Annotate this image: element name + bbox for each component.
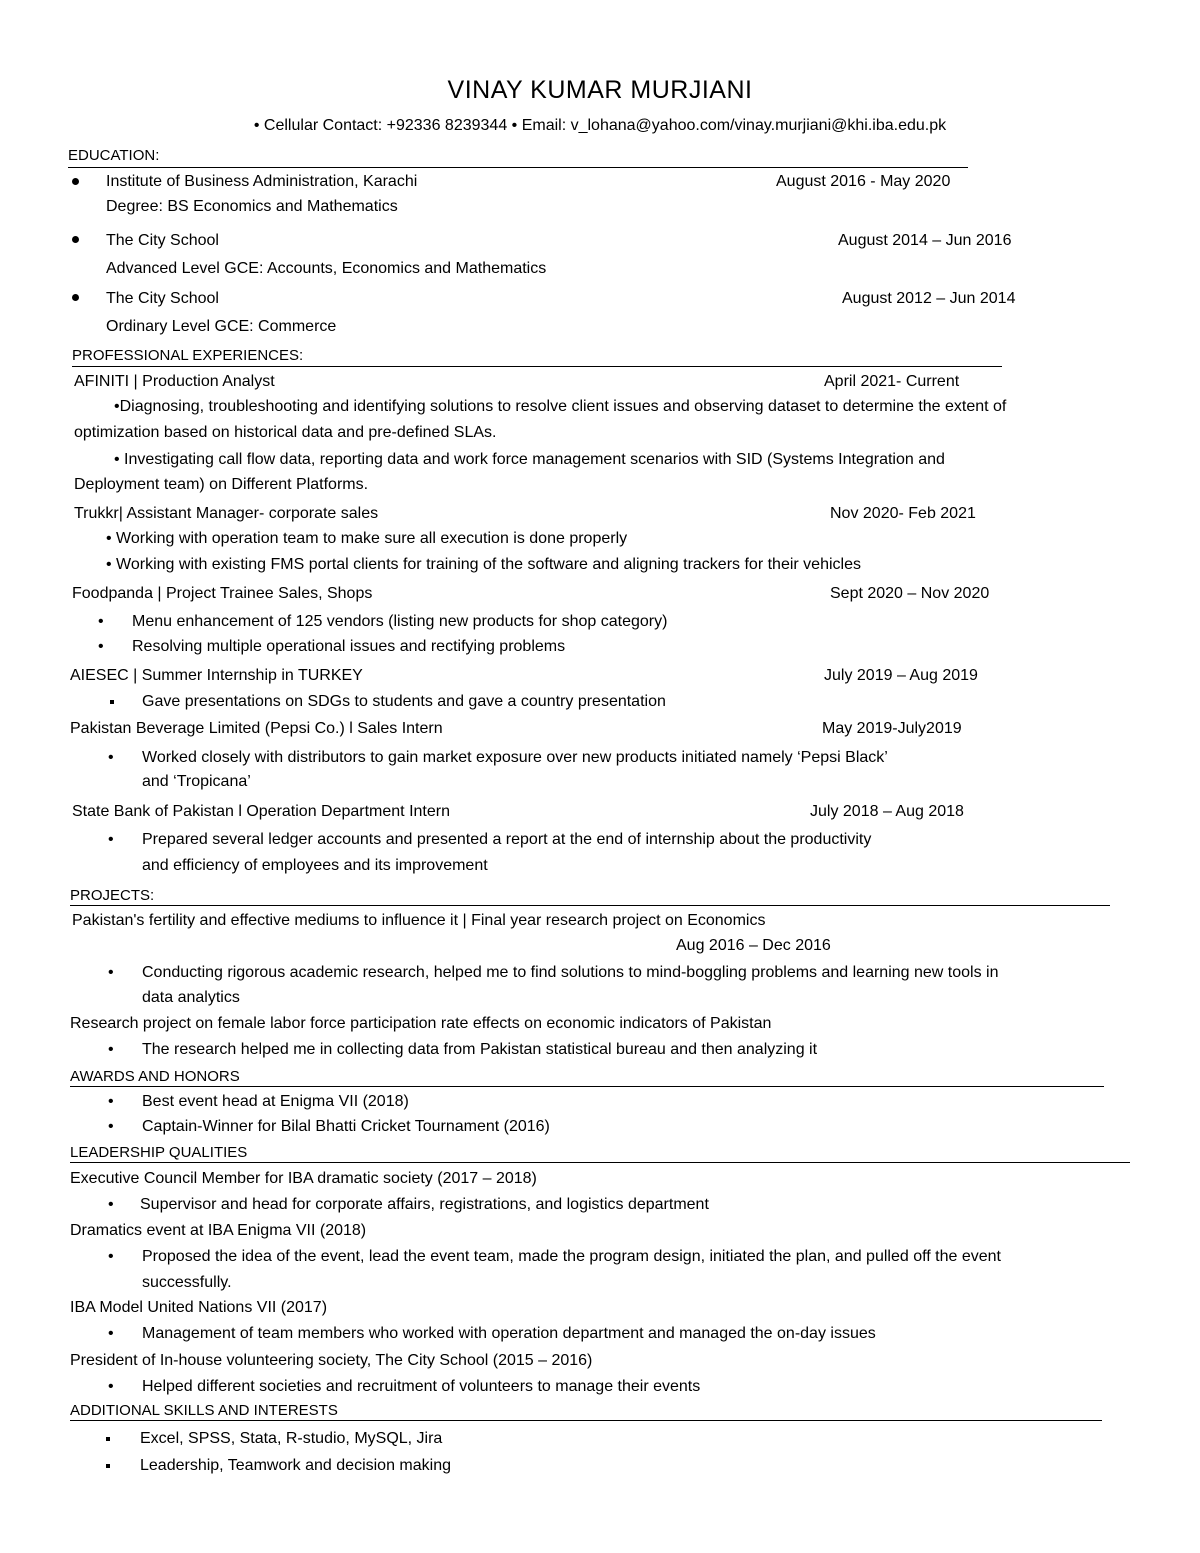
job-bullet-text: Worked closely with distributors to gain market exposure over new products initiated namely ‘Pepsi Black’ xyxy=(142,749,888,766)
job-bullet-text: • Working with operation team to make sure all execution is done properly xyxy=(106,530,628,547)
experience-rule xyxy=(72,366,1002,367)
education-rule xyxy=(68,167,968,168)
job-title: Trukkr| Assistant Manager- corporate sales xyxy=(74,505,379,522)
education-dates: August 2016 - May 2020 xyxy=(776,173,951,190)
award-text: Captain-Winner for Bilal Bhatti Cricket Tournament (2016) xyxy=(142,1118,550,1135)
leadership-rule xyxy=(70,1162,1130,1163)
skill-text: Excel, SPSS, Stata, R-studio, MySQL, Jira xyxy=(140,1430,443,1447)
job-bullet-text: •Diagnosing, troubleshooting and identifying solutions to resolve client issues and observing dataset to determine the extent of xyxy=(114,398,1007,415)
leadership-bullet-text: Supervisor and head for corporate affairs, registrations, and logistics department xyxy=(140,1196,709,1213)
job-bullet-text: Prepared several ledger accounts and presented a report at the end of internship about the productivity xyxy=(142,831,872,848)
candidate-name: VINAY KUMAR MURJIANI xyxy=(447,76,753,104)
experience-heading: PROFESSIONAL EXPERIENCES: xyxy=(72,347,304,364)
bullet-icon: • xyxy=(108,1196,114,1213)
bullet-icon: • xyxy=(108,1041,114,1058)
education-school: The City School xyxy=(106,290,219,307)
leadership-bullet-text: successfully. xyxy=(142,1274,232,1291)
project-bullet-text: data analytics xyxy=(142,989,240,1006)
job-bullet-text: Gave presentations on SDGs to students and gave a country presentation xyxy=(142,693,666,710)
leadership-title: IBA Model United Nations VII (2017) xyxy=(70,1299,328,1316)
projects-heading: PROJECTS: xyxy=(70,887,155,904)
job-title: AIESEC | Summer Internship in TURKEY xyxy=(70,667,363,684)
bullet-icon: • xyxy=(108,1248,114,1265)
bullet-icon: • xyxy=(108,1093,114,1110)
leadership-heading: LEADERSHIP QUALITIES xyxy=(70,1144,248,1161)
project-bullet-text: The research helped me in collecting data from Pakistan statistical bureau and then analyzing it xyxy=(142,1041,818,1058)
skill-text: Leadership, Teamwork and decision making xyxy=(140,1457,451,1474)
bullet-icon: • xyxy=(98,638,104,655)
project-dates: Aug 2016 – Dec 2016 xyxy=(676,937,831,954)
job-bullet-text: • Investigating call flow data, reporting data and work force management scenarios with SID (Systems Integration and xyxy=(114,451,945,468)
bullet-icon xyxy=(106,1464,110,1468)
education-detail: Ordinary Level GCE: Commerce xyxy=(106,318,337,335)
job-dates: Sept 2020 – Nov 2020 xyxy=(830,585,990,602)
leadership-bullet-text: Proposed the idea of the event, lead the event team, made the program design, initiated the plan, and pulled off the event xyxy=(142,1248,1001,1265)
job-bullet-text: and efficiency of employees and its improvement xyxy=(142,857,488,874)
job-dates: Nov 2020- Feb 2021 xyxy=(830,505,976,522)
bullet-icon: • xyxy=(108,1378,114,1395)
project-title: Pakistan's fertility and effective mediums to influence it | Final year research project on Economics xyxy=(72,912,766,929)
project-title: Research project on female labor force participation rate effects on economic indicators of Pakistan xyxy=(70,1015,772,1032)
skills-heading: ADDITIONAL SKILLS AND INTERESTS xyxy=(70,1402,338,1419)
job-title: AFINITI | Production Analyst xyxy=(74,373,275,390)
bullet-icon: • xyxy=(108,1325,114,1342)
job-title: Pakistan Beverage Limited (Pepsi Co.) l Sales Intern xyxy=(70,720,443,737)
leadership-title: President of In-house volunteering society, The City School (2015 – 2016) xyxy=(70,1352,593,1369)
job-bullet-text: • Working with existing FMS portal clients for training of the software and aligning trackers for their vehicles xyxy=(106,556,861,573)
award-text: Best event head at Enigma VII (2018) xyxy=(142,1093,409,1110)
job-dates: May 2019-July2019 xyxy=(822,720,962,737)
awards-heading: AWARDS AND HONORS xyxy=(70,1068,240,1085)
bullet-icon: • xyxy=(108,749,114,766)
education-dates: August 2012 – Jun 2014 xyxy=(842,290,1016,307)
education-detail: Advanced Level GCE: Accounts, Economics and Mathematics xyxy=(106,260,547,277)
leadership-title: Executive Council Member for IBA dramatic society (2017 – 2018) xyxy=(70,1170,537,1187)
job-bullet-text: and ‘Tropicana’ xyxy=(142,773,251,790)
bullet-icon: • xyxy=(108,831,114,848)
bullet-icon xyxy=(72,294,79,301)
contact-line: • Cellular Contact: +92336 8239344 • Email: v_lohana@yahoo.com/vinay.murjiani@khi.iba.edu.pk xyxy=(253,117,947,134)
bullet-icon xyxy=(106,1437,110,1441)
job-bullet-text: optimization based on historical data and pre-defined SLAs. xyxy=(74,424,497,441)
job-title: State Bank of Pakistan l Operation Department Intern xyxy=(72,803,450,820)
bullet-icon: • xyxy=(108,964,114,981)
project-bullet-text: Conducting rigorous academic research, helped me to find solutions to mind-boggling problems and learning new tools in xyxy=(142,964,999,981)
bullet-icon xyxy=(72,236,79,243)
job-dates: April 2021- Current xyxy=(824,373,960,390)
job-dates: July 2018 – Aug 2018 xyxy=(810,803,964,820)
job-bullet-text: Menu enhancement of 125 vendors (listing new products for shop category) xyxy=(132,613,668,630)
education-school: The City School xyxy=(106,232,219,249)
job-bullet-text: Deployment team) on Different Platforms. xyxy=(74,476,369,493)
leadership-title: Dramatics event at IBA Enigma VII (2018) xyxy=(70,1222,367,1239)
bullet-icon: • xyxy=(108,1118,114,1135)
bullet-icon xyxy=(72,178,79,185)
job-title: Foodpanda | Project Trainee Sales, Shops xyxy=(72,585,373,602)
education-school: Institute of Business Administration, Karachi xyxy=(106,173,418,190)
education-dates: August 2014 – Jun 2016 xyxy=(838,232,1012,249)
awards-rule xyxy=(70,1086,1104,1087)
projects-rule xyxy=(70,905,1110,906)
leadership-bullet-text: Management of team members who worked with operation department and managed the on-day issues xyxy=(142,1325,876,1342)
skills-rule xyxy=(70,1420,1102,1421)
education-heading: EDUCATION: xyxy=(68,147,160,164)
leadership-bullet-text: Helped different societies and recruitment of volunteers to manage their events xyxy=(142,1378,701,1395)
bullet-icon: • xyxy=(98,613,104,630)
bullet-icon xyxy=(110,700,114,704)
job-bullet-text: Resolving multiple operational issues and rectifying problems xyxy=(132,638,566,655)
job-dates: July 2019 – Aug 2019 xyxy=(824,667,978,684)
education-detail: Degree: BS Economics and Mathematics xyxy=(106,198,398,215)
